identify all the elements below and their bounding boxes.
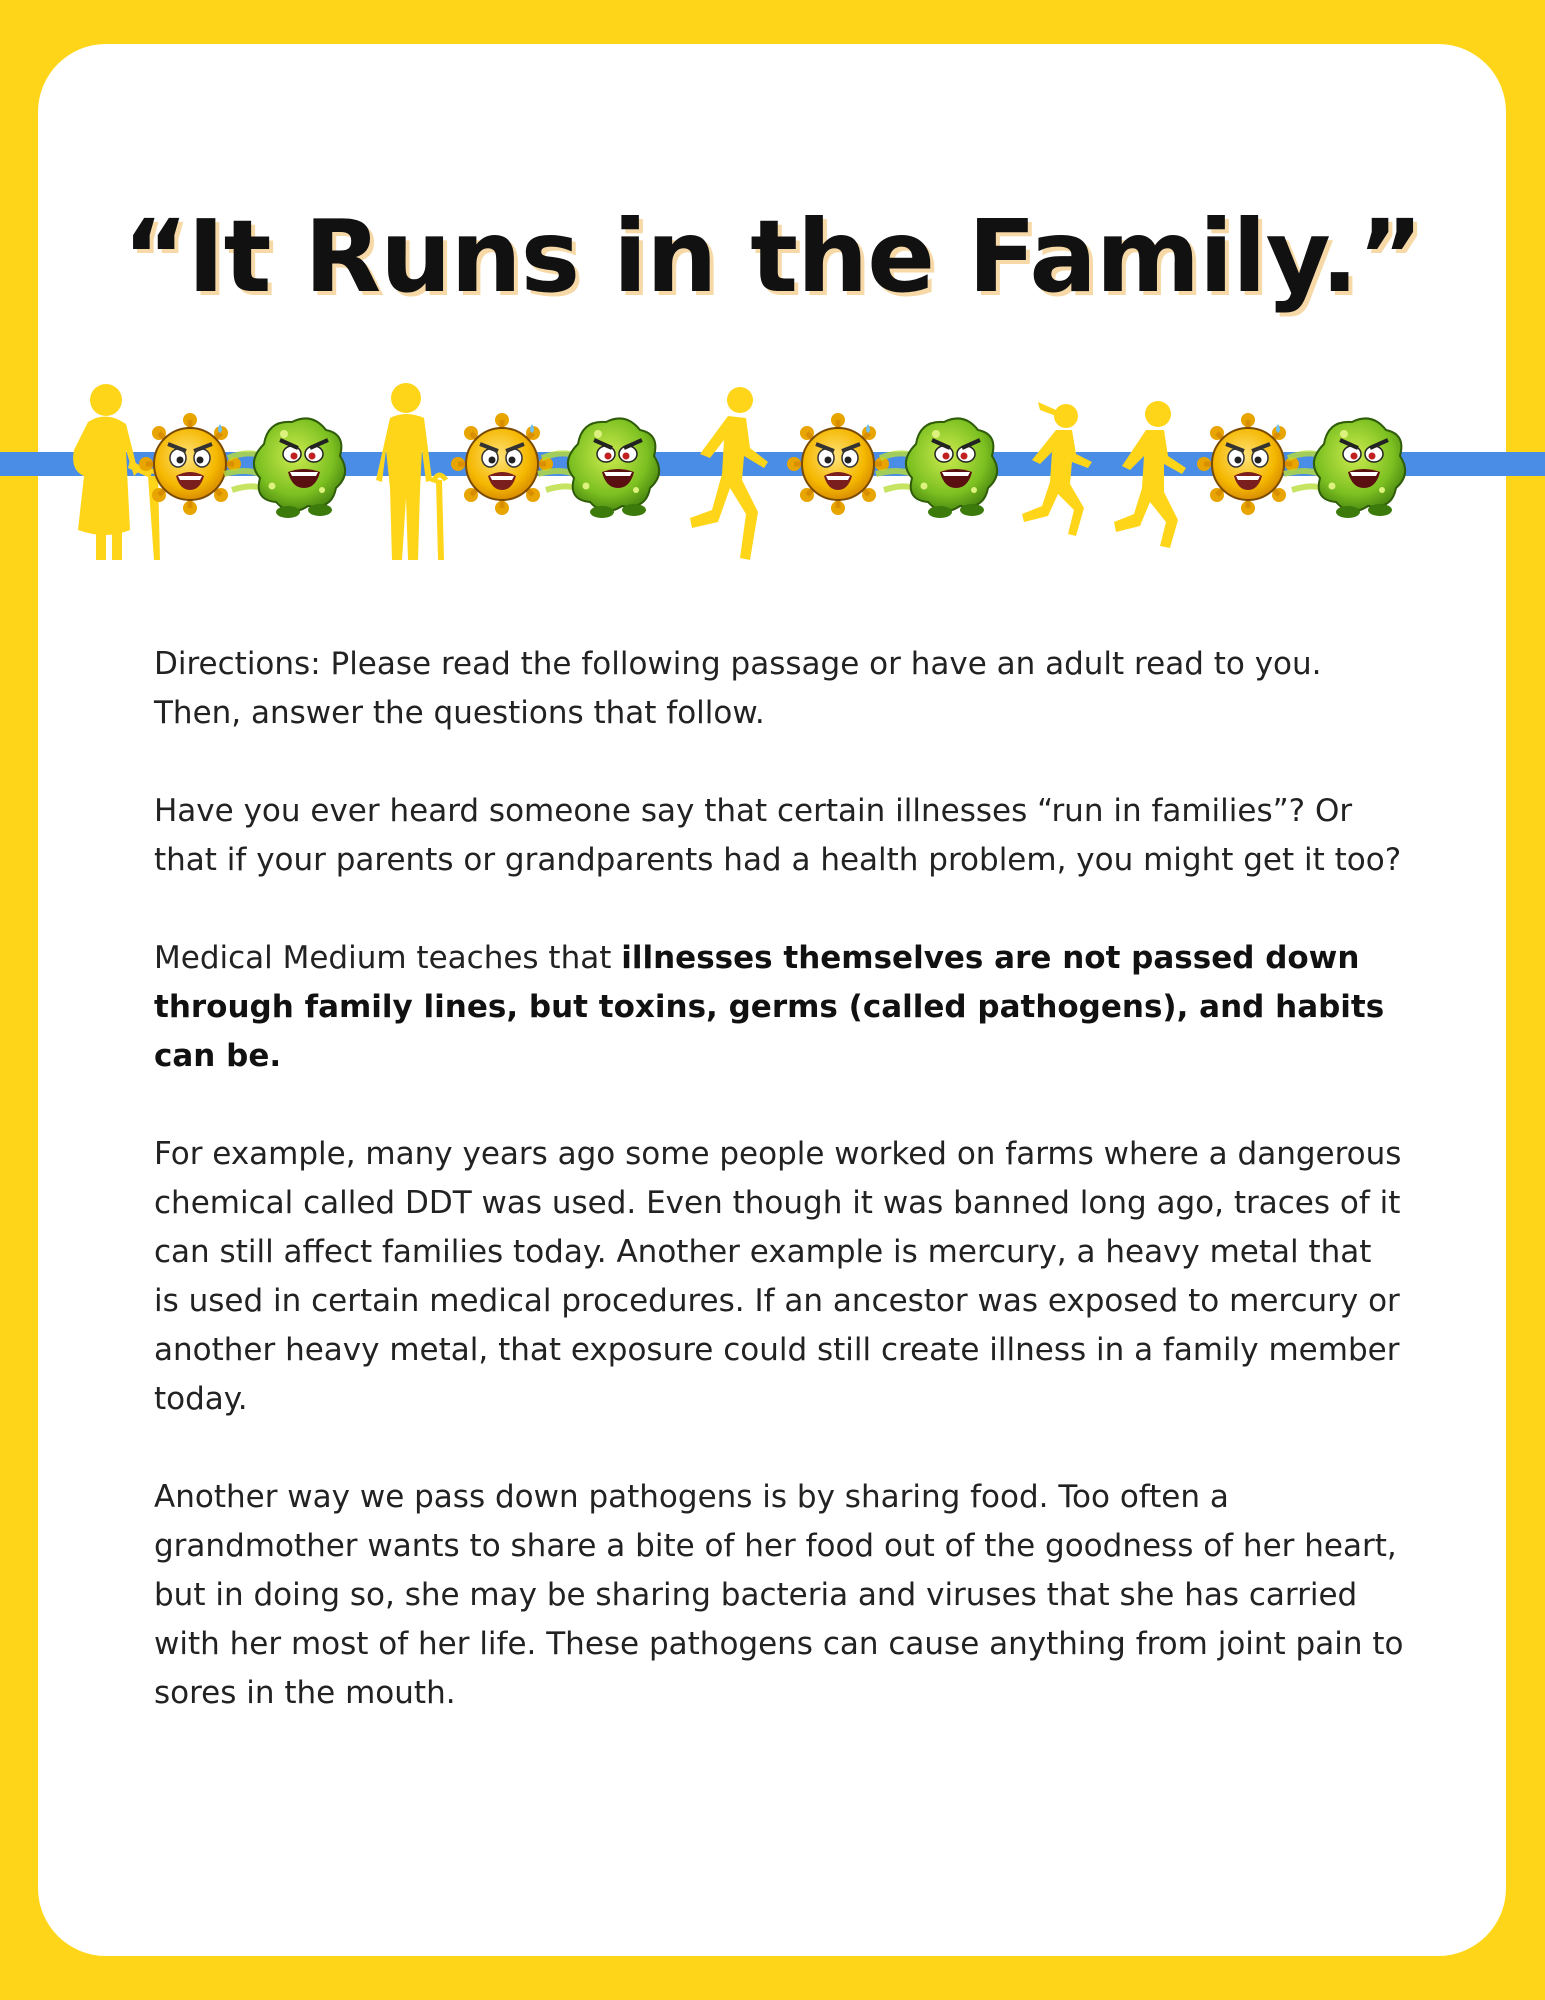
directions-paragraph: Directions: Please read the following passage or have an adult read to you. Then, answer the questions that follow. xyxy=(154,646,1322,731)
page-title: “It Runs in the Family.” xyxy=(122,198,1423,315)
green-germ-icon xyxy=(224,418,345,518)
angry-virus-icon xyxy=(139,413,241,515)
green-germ-icon xyxy=(1284,418,1405,518)
example-paragraph: For example, many years ago some people worked on farms where a dangerous chemical called DDT was used. Even though it was banned long ago, traces of it can still affect families today. Another example is mercury, a heavy metal that is used in certain medical procedures. If an ancestor was exposed to mercury or another heavy metal, that exposure could still create illness in a family member today. xyxy=(154,1136,1402,1417)
reading-passage xyxy=(154,640,1404,1767)
angry-virus-icon xyxy=(787,413,889,515)
angry-virus-icon xyxy=(1197,413,1299,515)
green-germ-icon xyxy=(876,418,997,518)
teaching-paragraph xyxy=(154,934,1404,1081)
teaching-emphasis: illnesses themselves are not passed down through family lines, but toxins, germs (called pathogens), and habits can be. xyxy=(154,940,1385,1074)
elderly-woman-with-cane-icon xyxy=(73,384,160,560)
sharing-paragraph: Another way we pass down pathogens is by sharing food. Too often a grandmother wants to share a bite of her food out of the goodness of her heart, but in doing so, she may be sharing bacteria and viruses that she has carried with her most of her life. These pathogens can cause anything from joint pain to sores in the mouth. xyxy=(154,1479,1404,1711)
green-germ-icon xyxy=(538,418,659,518)
intro-paragraph: Have you ever heard someone say that certain illnesses “run in families”? Or that if your parents or grandparents had a health problem, you might get it too? xyxy=(154,793,1402,878)
teaching-text: Medical Medium teaches that xyxy=(154,940,622,976)
angry-virus-icon xyxy=(451,413,553,515)
family-timeline-banner xyxy=(0,368,1545,568)
